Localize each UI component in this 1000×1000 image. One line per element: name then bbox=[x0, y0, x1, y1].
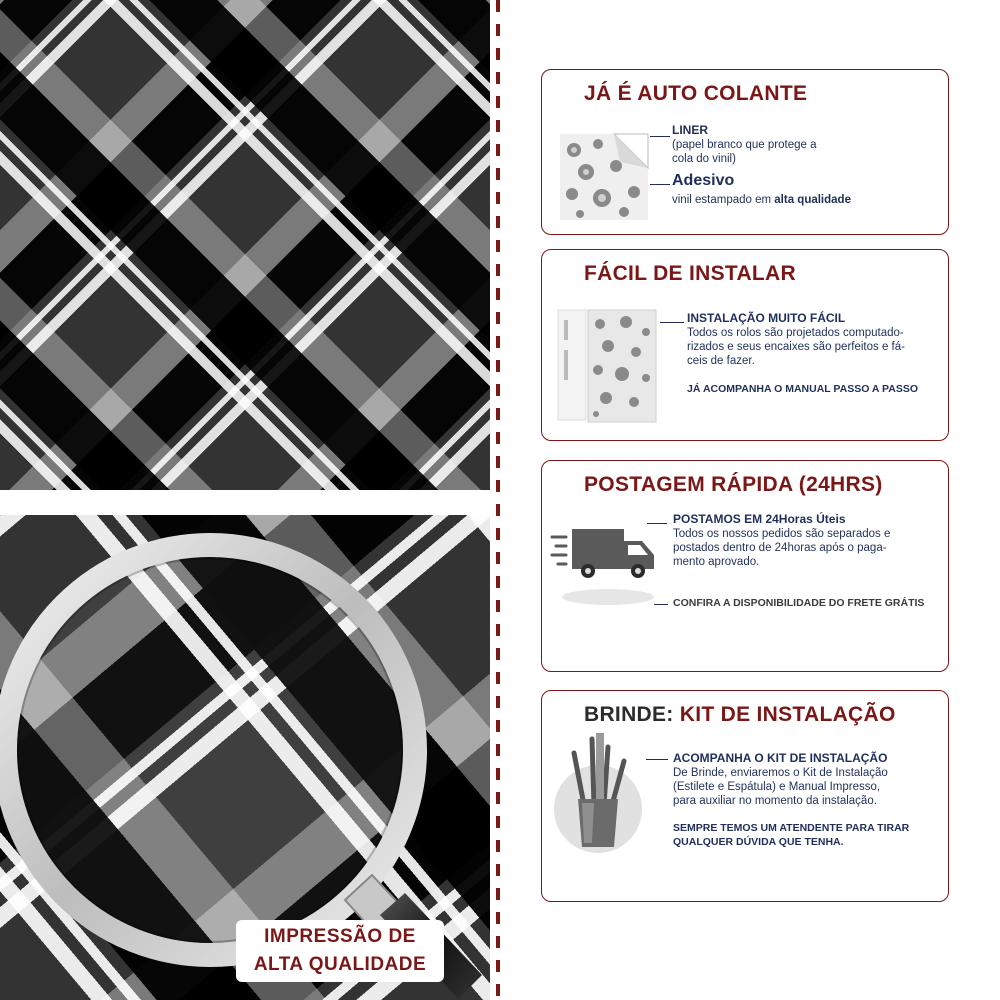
instalacao-description-2: rizados e seus encaixes são perfeitos e fá- bbox=[687, 341, 905, 353]
high-quality-print-label bbox=[236, 920, 444, 982]
high-quality-line-2: ALTA QUALIDADE bbox=[253, 954, 427, 975]
wrapped-fridge-icon bbox=[556, 306, 660, 426]
leader-line bbox=[660, 322, 684, 323]
card-facil-instalar bbox=[541, 249, 949, 441]
liner-heading: LINER bbox=[672, 123, 708, 137]
liner-description-1: (papel branco que protege a bbox=[672, 139, 817, 151]
card-brinde-kit bbox=[541, 690, 949, 902]
vinyl-sample-icon bbox=[558, 132, 650, 222]
leader-line bbox=[650, 136, 670, 137]
card-title: POSTAGEM RÁPIDA (24HRS) bbox=[584, 473, 883, 496]
leader-line bbox=[654, 604, 668, 605]
atendente-note-2: QUALQUER DÚVIDA QUE TENHA. bbox=[673, 836, 844, 848]
leader-line bbox=[650, 184, 670, 185]
dashed-divider bbox=[496, 0, 500, 1000]
adesivo-description bbox=[672, 193, 851, 207]
liner-description-2: cola do vinil) bbox=[672, 153, 736, 165]
atendente-note-1: SEMPRE TEMOS UM ATENDENTE PARA TIRAR bbox=[673, 822, 910, 834]
card-title-accent: KIT DE INSTALAÇÃO bbox=[679, 703, 896, 726]
card-title bbox=[584, 703, 896, 727]
card-title: JÁ É AUTO COLANTE bbox=[584, 82, 808, 105]
kit-heading: ACOMPANHA O KIT DE INSTALAÇÃO bbox=[673, 751, 888, 765]
card-title: FÁCIL DE INSTALAR bbox=[584, 262, 796, 285]
manual-note: JÁ ACOMPANHA O MANUAL PASSO A PASSO bbox=[687, 383, 919, 395]
instalacao-description-3: ceis de fazer. bbox=[687, 355, 755, 367]
kit-description-3: para auxiliar no momento da instalação. bbox=[673, 795, 877, 807]
frete-gratis-note: CONFIRA A DISPONIBILIDADE DO FRETE GRÁTIS bbox=[673, 597, 925, 609]
kit-description-2: (Estilete e Espátula) e Manual Impresso, bbox=[673, 781, 881, 793]
product-pattern-image bbox=[0, 0, 490, 490]
kit-description-1: De Brinde, enviaremos o Kit de Instalação bbox=[673, 767, 888, 779]
instalacao-description-1: Todos os rolos são projetados computado- bbox=[687, 327, 904, 339]
adesivo-description-text: vinil estampado em bbox=[672, 194, 772, 206]
postagem-heading: POSTAMOS EM 24Horas Úteis bbox=[673, 512, 846, 526]
adesivo-description-strong: alta qualidade bbox=[774, 194, 851, 206]
tool-cup-icon bbox=[548, 725, 648, 855]
postagem-description-1: Todos os nossos pedidos são separados e bbox=[673, 528, 891, 540]
instalacao-heading: INSTALAÇÃO MUITO FÁCIL bbox=[687, 311, 846, 325]
leader-line bbox=[646, 759, 668, 760]
leader-line bbox=[647, 523, 667, 524]
delivery-truck-icon bbox=[550, 519, 660, 611]
postagem-description-3: mento aprovado. bbox=[673, 556, 760, 568]
adesivo-heading: Adesivo bbox=[672, 172, 735, 189]
card-title-prefix: BRINDE: bbox=[584, 703, 674, 726]
card-postagem-rapida bbox=[541, 460, 949, 672]
card-auto-colante bbox=[541, 69, 949, 235]
high-quality-line-1: IMPRESSÃO DE bbox=[264, 926, 416, 947]
postagem-description-2: postados dentro de 24horas após o paga- bbox=[673, 542, 887, 554]
